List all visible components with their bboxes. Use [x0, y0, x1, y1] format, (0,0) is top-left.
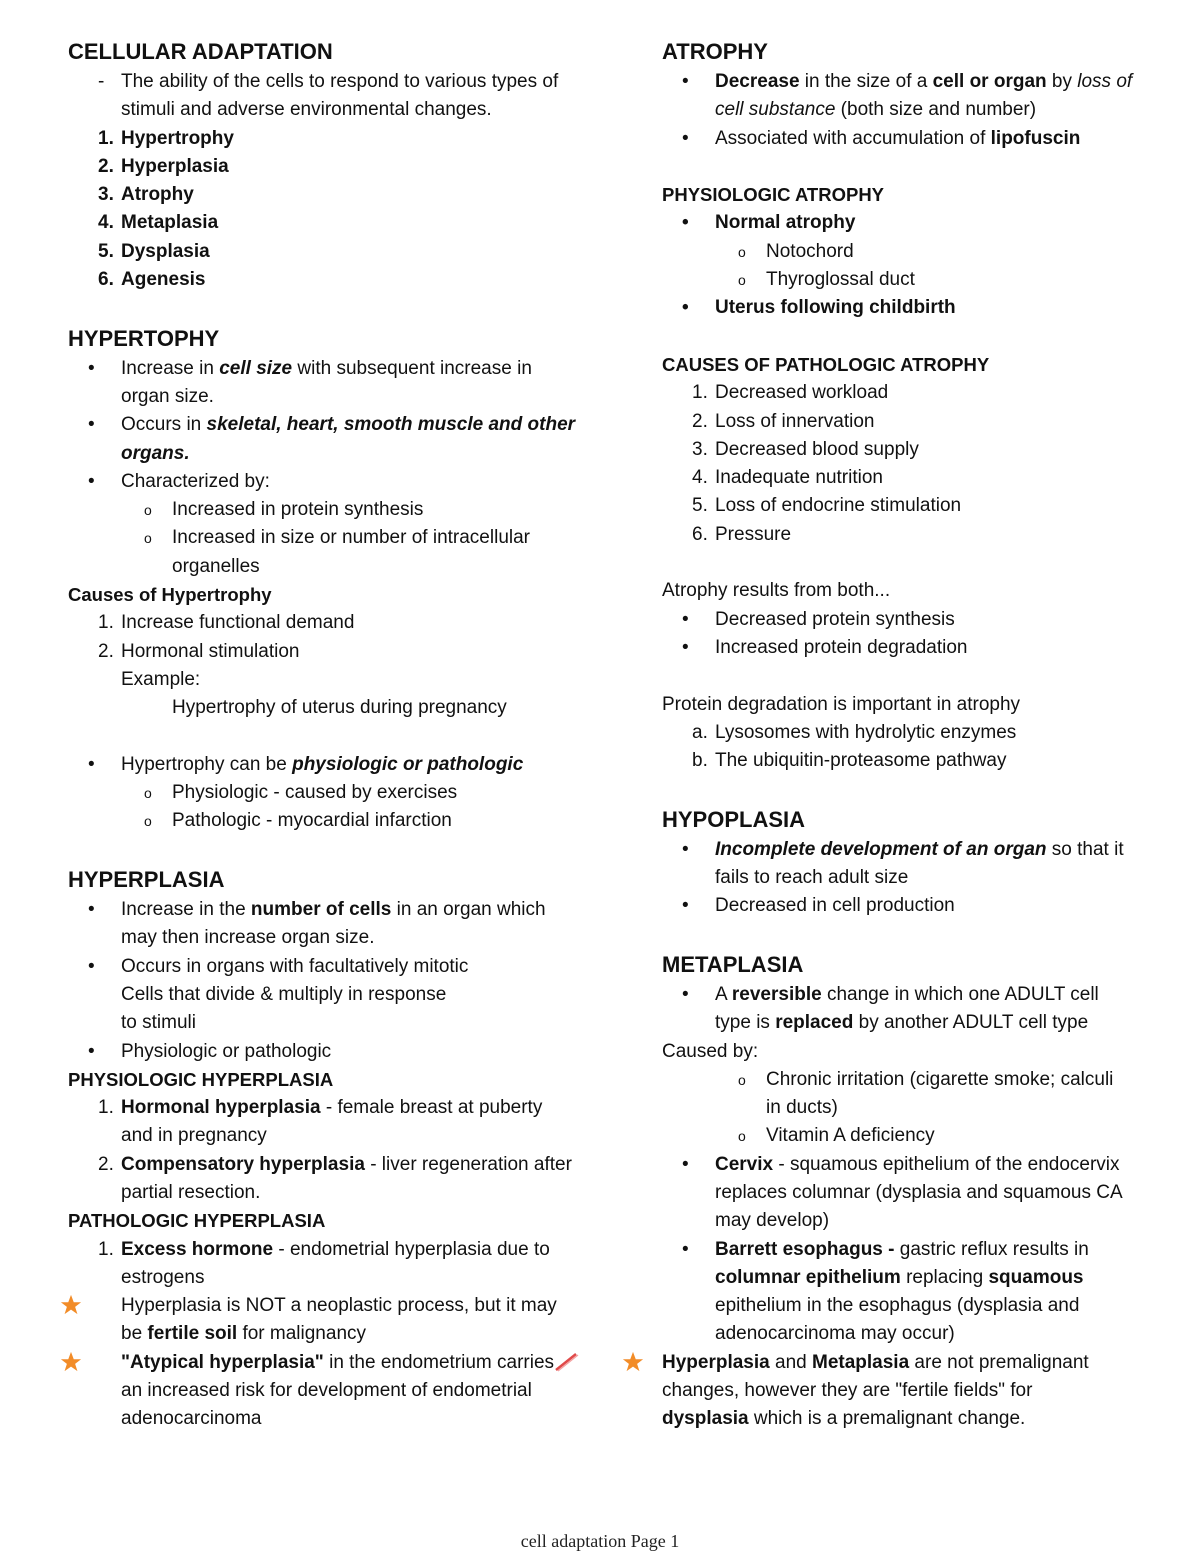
- bullet-item: • Cervix - squamous epithelium of the endocervix: [682, 1153, 1120, 1175]
- text: may develop): [715, 1210, 830, 1232]
- star-icon: [622, 1351, 644, 1373]
- text: Hormonal hyperplasia: [121, 1097, 321, 1119]
- text: cell size: [219, 357, 293, 379]
- text: estrogens: [121, 1266, 205, 1288]
- bullet-item-cont: [68, 383, 628, 411]
- heading-hyperplasia: HYPERPLASIA: [68, 867, 225, 893]
- text: Cervix: [715, 1153, 774, 1175]
- bullet-item: • Decrease in the size of a cell or organ by loss of: [682, 71, 1133, 92]
- list-item: 4. Metaplasia: [98, 212, 219, 234]
- text: an increased risk for development of endometrial: [121, 1380, 532, 1402]
- left-column: [68, 36, 628, 1434]
- text: by: [1046, 71, 1078, 92]
- text: Hyperplasia is NOT a neoplastic process, but it may: [121, 1295, 557, 1317]
- text: Associated with accumulation of: [715, 127, 991, 149]
- starred-note-cont: [662, 1405, 1182, 1433]
- text: are not premalignant: [909, 1351, 1089, 1373]
- text: - liver regeneration after: [364, 1153, 572, 1175]
- text: changes, however they are "fertile fields" for: [662, 1380, 1033, 1402]
- bullet-item: • Associated with accumulation of lipofuscin: [682, 127, 1081, 149]
- heading-pathologic-hyperplasia: PATHOLOGIC HYPERPLASIA: [68, 1210, 326, 1232]
- list-item: a. Lysosomes with hydrolytic enzymes: [692, 721, 1017, 743]
- bullet-item: • Decreased protein synthesis: [682, 608, 955, 630]
- text: and in pregnancy: [121, 1125, 267, 1147]
- text: The ubiquitin-proteasome pathway: [715, 750, 1007, 772]
- text: Increase in the: [121, 899, 251, 921]
- text: Incomplete development of an organ: [715, 838, 1047, 860]
- text: Excess hormone: [121, 1238, 274, 1260]
- text: which is a premalignant change.: [748, 1408, 1026, 1430]
- text: Occurs in organs with facultatively mitotic: [121, 955, 469, 977]
- sub-bullet-item: o Increased in size or number of intracellular: [144, 527, 531, 549]
- text: Compensatory hyperplasia: [121, 1153, 365, 1175]
- text: replaced: [775, 1012, 854, 1034]
- list-item: 6. Agenesis: [98, 269, 206, 291]
- text: in the size of a: [799, 71, 933, 92]
- text: lipofuscin: [990, 127, 1081, 149]
- text: organ size.: [121, 385, 214, 407]
- list-item: 2. Hormonal stimulation: [98, 640, 300, 662]
- text: Occurs in: [121, 414, 207, 436]
- text: Barrett esophagus -: [715, 1238, 895, 1260]
- list-item: 1. Excess hormone - endometrial hyperplasia due to: [98, 1238, 550, 1260]
- list-item: 2. Loss of innervation: [692, 410, 875, 432]
- paragraph: Caused by:: [662, 1040, 759, 1062]
- text: replaces columnar (dysplasia and squamous CA: [715, 1181, 1123, 1203]
- text: Vitamin A deficiency: [766, 1125, 935, 1147]
- bullet-item-cont: [662, 1207, 1182, 1235]
- starred-note-cont: [68, 1320, 628, 1348]
- heading-hypertrophy: HYPERTOPHY: [68, 325, 220, 351]
- text: to stimuli: [121, 1012, 196, 1034]
- text: "Atypical hyperplasia": [121, 1351, 324, 1373]
- heading-physiologic-hyperplasia: PHYSIOLOGIC HYPERPLASIA: [68, 1068, 334, 1090]
- heading-causes-pathologic-atrophy: CAUSES OF PATHOLOGIC ATROPHY: [662, 353, 990, 375]
- text: adenocarcinoma: [121, 1408, 262, 1430]
- text: stimuli and adverse environmental changes.: [121, 99, 492, 121]
- list-item-cont: [68, 1122, 628, 1150]
- text: Inadequate nutrition: [715, 467, 883, 489]
- text: organs.: [121, 442, 190, 464]
- list-item: 1. Increase functional demand: [98, 612, 355, 634]
- sub-bullet-item: o Increased in protein synthesis: [144, 499, 424, 521]
- text: organelles: [172, 555, 260, 577]
- text: (both size and number): [835, 99, 1037, 121]
- text: Physiologic or pathologic: [121, 1040, 332, 1062]
- bullet-item-cont: [662, 1179, 1182, 1207]
- text: gastric reflux results in: [894, 1238, 1089, 1260]
- text: Loss of endocrine stimulation: [715, 495, 962, 517]
- star-icon: [60, 1294, 82, 1316]
- text: Characterized by:: [121, 470, 270, 492]
- starred-note: [68, 1292, 628, 1320]
- bullet-item-cont: [68, 1009, 628, 1037]
- list-item: 3. Decreased blood supply: [692, 438, 919, 460]
- bullet-item: • Normal atrophy: [682, 212, 856, 234]
- text: adenocarcinoma may occur): [715, 1323, 955, 1345]
- text: Decrease: [715, 71, 800, 92]
- list-item: 4. Inadequate nutrition: [692, 467, 883, 489]
- text: Example:: [121, 668, 201, 690]
- list-item-cont: [68, 1179, 628, 1207]
- text: Chronic irritation (cigarette smoke; calculi: [766, 1068, 1114, 1090]
- page-footer: cell adaptation Page 1: [520, 1531, 680, 1551]
- list-item: b. The ubiquitin-proteasome pathway: [692, 750, 1007, 772]
- list-item: 6. Pressure: [692, 523, 792, 545]
- bullet-item: • Incomplete development of an organ so that it: [682, 838, 1124, 860]
- text: partial resection.: [121, 1181, 261, 1203]
- bullet-item: • Characterized by:: [88, 470, 270, 492]
- text: Hyperplasia: [121, 155, 229, 177]
- text: reversible: [731, 983, 822, 1005]
- text: fails to reach adult size: [715, 867, 909, 889]
- bullet-item: • Occurs in skeletal, heart, smooth muscle and other: [88, 414, 576, 436]
- text: Metaplasia: [812, 1351, 910, 1373]
- text: Hyperplasia: [662, 1351, 770, 1373]
- bullet-item: • Barrett esophagus - gastric reflux results in: [682, 1238, 1089, 1260]
- list-item: 2. Compensatory hyperplasia - liver regeneration after: [98, 1153, 572, 1175]
- heading-cellular-adaptation: CELLULAR ADAPTATION: [68, 39, 333, 64]
- text: loss of: [1077, 71, 1133, 92]
- text: Loss of innervation: [715, 410, 875, 432]
- text: replacing: [900, 1266, 989, 1288]
- text: Increased in size or number of intracellular: [172, 527, 531, 549]
- sub-bullet-item: o Notochord: [738, 240, 854, 262]
- text: physiologic or pathologic: [292, 753, 524, 775]
- text: may then increase organ size.: [121, 927, 375, 949]
- text: type is: [715, 1012, 776, 1034]
- text: Hypertrophy of uterus during pregnancy: [172, 697, 507, 719]
- starred-note-cont: [662, 1377, 1182, 1405]
- text: skeletal, heart, smooth muscle and other: [206, 414, 576, 436]
- text: with subsequent increase in: [292, 357, 532, 379]
- bullet-item: • Decreased in cell production: [682, 895, 955, 917]
- text: Hypertrophy can be: [121, 753, 293, 775]
- text: cell substance: [715, 99, 836, 121]
- text: fertile soil: [147, 1323, 238, 1345]
- sub-bullet-item-cont: [68, 553, 628, 581]
- text: Physiologic - caused by exercises: [172, 782, 458, 804]
- text: Dysplasia: [121, 240, 210, 262]
- right-column: [662, 36, 1182, 1434]
- dash-item: - The ability of the cells to respond to various types of: [98, 71, 559, 92]
- bullet-item-cont: [68, 924, 628, 952]
- sub-bullet-item: o Physiologic - caused by exercises: [144, 782, 458, 804]
- text: squamous: [988, 1266, 1084, 1288]
- bullet-item-cont: [662, 1009, 1182, 1037]
- heading-metaplasia: METAPLASIA: [662, 951, 804, 977]
- sub-bullet-item-cont: [662, 1094, 1182, 1122]
- bullet-item-cont: [662, 1292, 1182, 1320]
- pencil-icon: [554, 1350, 580, 1372]
- text: - female breast at puberty: [320, 1097, 543, 1119]
- text: Increase in: [121, 357, 220, 379]
- sub-bullet-item: o Thyroglossal duct: [738, 269, 915, 291]
- starred-note-cont: [68, 1405, 628, 1433]
- text: Atrophy: [121, 184, 194, 206]
- bullet-item: • Physiologic or pathologic: [88, 1040, 332, 1062]
- bullet-item: • Uterus following childbirth: [682, 297, 956, 319]
- text: epithelium in the esophagus (dysplasia and: [715, 1295, 1080, 1317]
- bullet-item: • A reversible change in which one ADULT cell: [682, 983, 1099, 1005]
- list-item: 1. Decreased workload: [692, 382, 889, 404]
- bullet-item: • Increase in cell size with subsequent increase in: [88, 357, 532, 379]
- text: number of cells: [250, 899, 392, 921]
- sub-bullet-item: o Vitamin A deficiency: [738, 1125, 935, 1147]
- text: - squamous epithelium of the endocervix: [773, 1153, 1120, 1175]
- heading-atrophy: ATROPHY: [662, 39, 768, 64]
- text: Hormonal stimulation: [121, 640, 300, 662]
- star-icon: [60, 1351, 82, 1373]
- starred-note-cont: [68, 1377, 628, 1405]
- text: and: [769, 1351, 812, 1373]
- list-item: 5. Dysplasia: [98, 240, 210, 262]
- text: in an organ which: [391, 899, 546, 921]
- text: in the endometrium carries: [323, 1351, 555, 1373]
- text: Normal atrophy: [715, 212, 856, 234]
- bullet-item-cont: [68, 981, 628, 1009]
- text: columnar epithelium: [715, 1266, 901, 1288]
- starred-note: [662, 1349, 1182, 1377]
- text: in ducts): [766, 1097, 838, 1119]
- bullet-item-cont: [662, 1264, 1182, 1292]
- list-item: 1. Hypertrophy: [98, 127, 234, 149]
- bullet-item-cont: [68, 440, 628, 468]
- text: dysplasia: [662, 1408, 749, 1430]
- text: for malignancy: [237, 1323, 367, 1345]
- bullet-item: • Increased protein degradation: [682, 636, 968, 658]
- paragraph: Protein degradation is important in atrophy: [662, 693, 1021, 715]
- text: Thyroglossal duct: [766, 269, 915, 291]
- dash-item-cont: [68, 96, 628, 124]
- heading-hypoplasia: HYPOPLASIA: [662, 806, 806, 832]
- text: Pathologic - myocardial infarction: [172, 810, 452, 832]
- text: Cells that divide & multiply in response: [121, 983, 447, 1005]
- text: Uterus following childbirth: [715, 297, 956, 319]
- bullet-item: • Increase in the number of cells in an organ which: [88, 899, 546, 921]
- text: change in which one ADULT cell: [821, 983, 1099, 1005]
- text: Hypertrophy: [121, 127, 234, 149]
- heading-physiologic-atrophy: PHYSIOLOGIC ATROPHY: [662, 184, 885, 206]
- text: Metaplasia: [121, 212, 219, 234]
- list-item: 3. Atrophy: [98, 184, 194, 206]
- text: Increase functional demand: [121, 612, 355, 634]
- text: Lysosomes with hydrolytic enzymes: [715, 721, 1017, 743]
- text: Pressure: [715, 523, 792, 545]
- list-item: 1. Hormonal hyperplasia - female breast at puberty: [98, 1097, 543, 1119]
- text: A: [715, 983, 732, 1005]
- starred-note: [68, 1349, 628, 1377]
- text: Decreased in cell production: [715, 895, 955, 917]
- text: by another ADULT cell type: [853, 1012, 1089, 1034]
- list-item: 2. Hyperplasia: [98, 155, 229, 177]
- bullet-item-cont: [662, 1320, 1182, 1348]
- text: The ability of the cells to respond to various types of: [121, 71, 559, 92]
- text: so that it: [1046, 838, 1124, 860]
- text: - endometrial hyperplasia due to: [273, 1238, 550, 1260]
- example-label: [68, 666, 628, 694]
- text: be: [121, 1323, 148, 1345]
- text: Increased protein degradation: [715, 636, 968, 658]
- text: Decreased protein synthesis: [715, 608, 955, 630]
- text: Increased in protein synthesis: [172, 499, 424, 521]
- bullet-item-cont: [662, 96, 1182, 124]
- sub-bullet-item: o Pathologic - myocardial infarction: [144, 810, 452, 832]
- list-item-cont: [68, 1264, 628, 1292]
- bullet-item: • Occurs in organs with facultatively mitotic: [88, 955, 469, 977]
- text: Decreased blood supply: [715, 438, 919, 460]
- example-text: [68, 694, 628, 722]
- heading-causes-of-hypertrophy: Causes of Hypertrophy: [68, 584, 272, 606]
- text: Agenesis: [121, 269, 206, 291]
- bullet-item-cont: [662, 864, 1182, 892]
- list-item: 5. Loss of endocrine stimulation: [692, 495, 962, 517]
- paragraph: Atrophy results from both...: [662, 580, 891, 602]
- text: Notochord: [766, 240, 854, 262]
- text: Decreased workload: [715, 382, 889, 404]
- sub-bullet-item: o Chronic irritation (cigarette smoke; calculi: [738, 1068, 1114, 1090]
- bullet-item: • Hypertrophy can be physiologic or pathologic: [88, 753, 524, 775]
- text: cell or organ: [932, 71, 1047, 92]
